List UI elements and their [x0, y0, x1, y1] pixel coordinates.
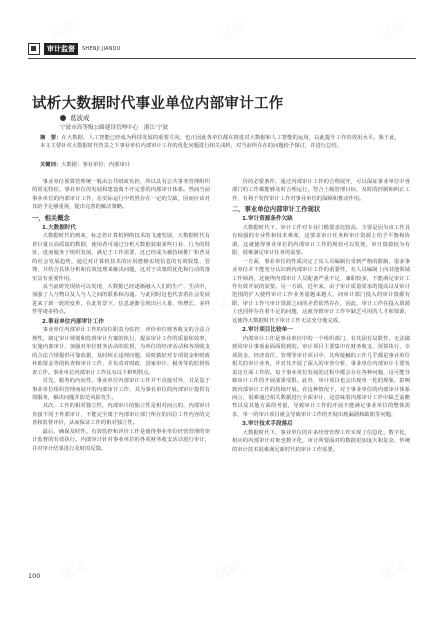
- abstract: [40, 134, 400, 150]
- journal-logo-icon: [28, 43, 40, 55]
- article-title: 试析大数据时代事业单位内部审计工作: [32, 96, 284, 112]
- keywords-label: 关键词：: [40, 162, 62, 168]
- body-paragraph: 从当前研究现状可以发现，大数据已经逐渐融入人们的生产、生活中，加强了人与物以及人与人之间的联系和沟通。与此同时这也代表着社会发展进来了新一轮的变革，在此背景下，信息逐渐呈现出巨大量、快增长、多样性等诸多特点。: [32, 284, 210, 316]
- author-name: 葛波成: [70, 114, 90, 122]
- body-paragraph: 一方面，事业单位的性质决定了其人员编制有受到严格的限制，很多事业单位并不能充分认识到内部审计工作的重要性，在人员编制上向其他领域工作倾斜，这使得内部审计人员配备严重不足，兼职较多，不能满足审计工作有效开展的需要。另一方面，近年来，由于审计质量需求的提高以及审计范围的扩大使得审计工作业务量越来越大，而审计部门投入的审计资源有限，审计工作与审计资源之间的矛盾依然存在，因此，审计工作在投入资源上也同样存在着不足的问题，这就导致审计工作中缺乏可用的人才和资源，这使得大数据时代下审计工作无法充分地完成。: [232, 258, 410, 324]
- right-column: [232, 178, 410, 454]
- section-label: 审计监督: [44, 43, 78, 55]
- abstract-label: 摘 要：: [40, 135, 62, 141]
- body-paragraph: 事业单位预算管理统一般由公共财政负担，所以具有公共事务管理组织的常见特征。事业单位的发展和建设离不开完善的内部审计体系。然而当前事业单位的内部审计工作，在实际运行中仍然存在一定的欠缺，因而应该对其给予足够重视，提出完善的解决策略。: [32, 179, 210, 211]
- body-paragraph: 首先，服务的内向性。事业单位内部审计工作并不直接对外，其是基于事业单位组织管理而展开的内部审计工作，其为事业单位的内部审计提供有效服务，解决问题并防范风险发生。: [32, 378, 210, 401]
- subsection-heading: 1.审计资源条件欠缺: [242, 216, 293, 223]
- watermark: 试读: [213, 289, 244, 314]
- watermark: 试读: [213, 559, 244, 584]
- subsection-heading: 2.审计项目比较单一: [242, 327, 293, 334]
- watermark: 试读: [58, 559, 89, 584]
- body-paragraph: 大数据时代的到来，标志着计算机网络技术的飞速发展，大数据时代有着巨量且高质量的数据，使用者可通过分析大数据获取某些行业、行为的特征，进而服务于组织发展，满足于工作需要，这已经成为被持续推广和普及的社会发展趋势。通过对计算机技术的应用能够实现信息的有效收集、管理，并结合具体分析和有效处理来解决问题，这对于决策的优化和行动的落实具有重要作用。: [32, 233, 210, 282]
- body-paragraph: 大数据时代下，事业单位的许多经营管理工作实现了信息化、数字化，相应的内部审计对象也数字化，审计所要面对的数据更加庞大和复杂，传统的审计技术很难满足新时代的审计工作需要。: [232, 429, 410, 453]
- watermark: 试读: [48, 19, 79, 44]
- watermark: 试读: [218, 19, 249, 44]
- body-paragraph: 最后，确保及时性。有效监控和评价工作是使得事业单位经营管理的审计监督的有效执行。内部审计针对事业单位的各项财务收支活动进行审计，并对审计结果进行及时的反馈。: [32, 428, 210, 452]
- watermark: 试读: [378, 289, 409, 314]
- body-paragraph: 事业单位内部审计工作的岗位职责为监控、评价单位财务收支的合法合规性，制定审计规划和监督审计方案的执行，提高审计工作的质量和效率，实施内部审计，加强对单位财务活动的监督，为单位的经济活动和各项收支的合法合规提供可靠依据，及时纠正违规问题，同时做好对专项资金和财政补助资金等的检查和审计工作，并负责对财政、国家审计、税务等的监督检查工作。事业单位内部审计工作具有以下鲜明特点。: [32, 327, 210, 376]
- page-number: 100: [28, 572, 41, 580]
- subsection-heading: 2.事业单位内部审计工作: [42, 318, 104, 325]
- header-divider: [28, 58, 416, 59]
- keywords: [40, 160, 400, 168]
- watermark: 试读: [58, 289, 89, 314]
- watermark: 试读: [378, 19, 409, 44]
- author-bullet-icon: [60, 115, 66, 121]
- body-paragraph: 大数据时代下，审计工作对专业门槛要求比较高，主要是因为该工作具有较强的专业性和技术难度，这要求审计任务和审计资源上给予平衡和协调，这就使得事业单位的内部审计工作的现状可以发现，审计资源较为有限，很难满足审计任务的需要。: [232, 224, 410, 257]
- body-paragraph: 内部审计工作是事业单位中的一个组织部门，有其固有局限性，无法做到同审计事项前面面俱到的。审计项目主要集中在财务收支、预算执行、专项资金、经济责任、管理等审计项目中，其所接触的工作几乎都是事业单位相关的审计业务，并对其开展了深入的审查分析，事业单位内部审计主要负责这方面工作的。每个事业单位发展的过程中都会存在各种问题，这可能导致审计工作的开展成果受限。此外，审计项目也会出现单一化的现象，影响到内部审计工作的持续开展。在这种情况下，对于事业单位的内部审计体系而言，很难通过相关数据进行全面审计，这意味着内部审计工作中缺乏前瞻性以及其他方面的考量，导致审计工作的开展不能满足事业单位的整体需求，单一的审计项目就会导致审计工作的开展出现漏洞和缺陷等问题。: [232, 335, 410, 418]
- author-affiliation: 宁波市高等级公路建设管理中心 浙江·宁波: [60, 125, 169, 131]
- body-paragraph: 价的必要条件，通过内部审计工作的合理展开，可以保证事业单位中各部门的工作都能够及时合理运行，符合上级管理目标，及时的控制和纠正工作，有利于发挥审计工作对事业单位的保障和推动作用。: [232, 179, 410, 202]
- section-label-en: SHENJI JIANDU: [82, 46, 121, 52]
- body-paragraph: 其次，工作的相对独立性，内部审计的独立性是相对而言的，内部审计直接不同于外部审计，不能完全离于内部审计部门所在的岗位工作内容的完善和监督评价，从而保证工作的相对独立性。: [32, 403, 210, 427]
- section-heading: 二、事业单位内部审计工作现状: [232, 206, 321, 214]
- subsection-heading: 1.大数据时代: [42, 224, 76, 231]
- author-line: [60, 113, 90, 122]
- keywords-text: 大数据；事业单位；内部审计: [61, 162, 131, 168]
- subsection-heading: 3.审计技术手段落后: [242, 421, 293, 428]
- abstract-text: 在大数据、人工智能已经成为科技发展的重要方向，也正因此各单位都在推进对大数据和人工智能的运用，以此提升工作的效用水平。鉴于此，本文主要针对大数据时代背景之下事业单位内部审计工作的优化问题进行相关浅析，对当前所存在的问题给予探讨，并进行总结。: [40, 135, 400, 149]
- watermark: 试读: [378, 559, 409, 584]
- section-heading: 一、相关概念: [32, 214, 70, 222]
- journal-header: [28, 42, 121, 56]
- left-column: [32, 178, 210, 453]
